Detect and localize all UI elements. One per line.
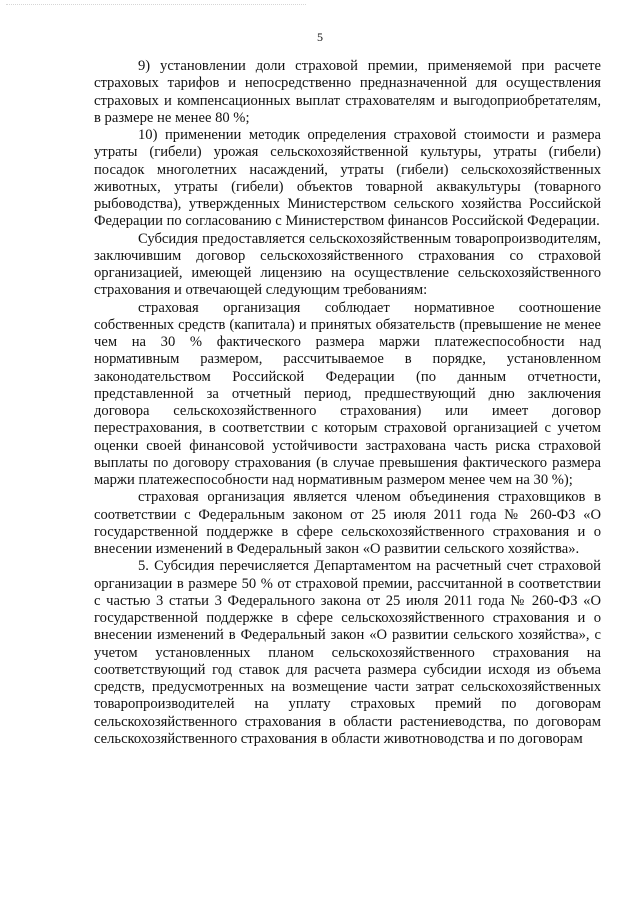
page-number: 5	[317, 30, 323, 44]
paragraph-subsidy-conditions: Субсидия предоставляется сельскохозяйственным товаропроизводителям, заключившим договор сельскохозяйственного страхования со страховой организацией, имеющей лицензию на осуществление сельскохозяйственного страхования и отвечающей следующим требованиям:	[94, 230, 601, 299]
paragraph-item-10: 10) применении методик определения страховой стоимости и размера утраты (гибели) урожая сельскохозяйственной культуры, утраты (гибели) посадок многолетних насаждений, утраты (гибели) сельскохозяйственных животных, утраты (гибели) объектов товарной аквакультуры (товарного рыбоводства), утвержденных Министерством сельского хозяйства Российской Федерации по согласованию с Министерством финансов Российской Федерации.	[94, 127, 601, 230]
paragraph-requirement-membership: страховая организация является членом объединения страховщиков в соответствии с Федеральным законом от 25 июля 2011 года № 260-ФЗ «О государственной поддержке в сфере сельскохозяйственного страхования и о внесении изменений в Федеральный закон «О развитии сельского хозяйства».	[94, 489, 601, 557]
document-body	[94, 58, 601, 748]
paragraph-point-5: 5. Субсидия перечисляется Департаментом на расчетный счет страховой организации в размере 50 % от страховой премии, рассчитанной в соответствии с частью 3 статьи 3 Федерального закона от 25 июля 2011 года № 260-ФЗ «О государственной поддержке в сфере сельскохозяйственного страхования и о внесении изменений в Федеральный закон «О развитии сельского хозяйства», с учетом установленных планом сельскохозяйственного страхования на соответствующий год ставок для расчета размера субсидии исходя из объема средств, предусмотренных на возмещение части затрат сельскохозяйственных товаропроизводителей на уплату страховых премий по договорам сельскохозяйственного страхования в области растениеводства, по договорам сельскохозяйственного страхования в области животноводства и по договорам	[94, 558, 601, 747]
paragraph-requirement-solvency: страховая организация соблюдает нормативное соотношение собственных средств (капитала) и принятых обязательств (превышение не менее чем на 30 % фактического размера маржи платежеспособности над нормативным размером, рассчитываемое в порядке, установленном законодательством Российской Федерации (по данным отчетности, представленной за отчетный период, предшествующий дню заключения договора сельскохозяйственного страхования) или имеет договор перестрахования, в соответствии с которым страховой организацией с учетом оценки своей финансовой устойчивости застрахована часть риска страховой выплаты по договору страхования (в случае превышения фактического размера маржи платежеспособности над нормативным размером менее чем на 30 %);	[94, 299, 601, 488]
scan-artifact	[6, 4, 306, 15]
paragraph-item-9: 9) установлении доли страховой премии, применяемой при расчете страховых тарифов и непосредственно предназначенной для осуществления страховых и компенсационных выплат страхователям и выгодоприобретателям, в размере не менее 80 %;	[94, 58, 601, 126]
